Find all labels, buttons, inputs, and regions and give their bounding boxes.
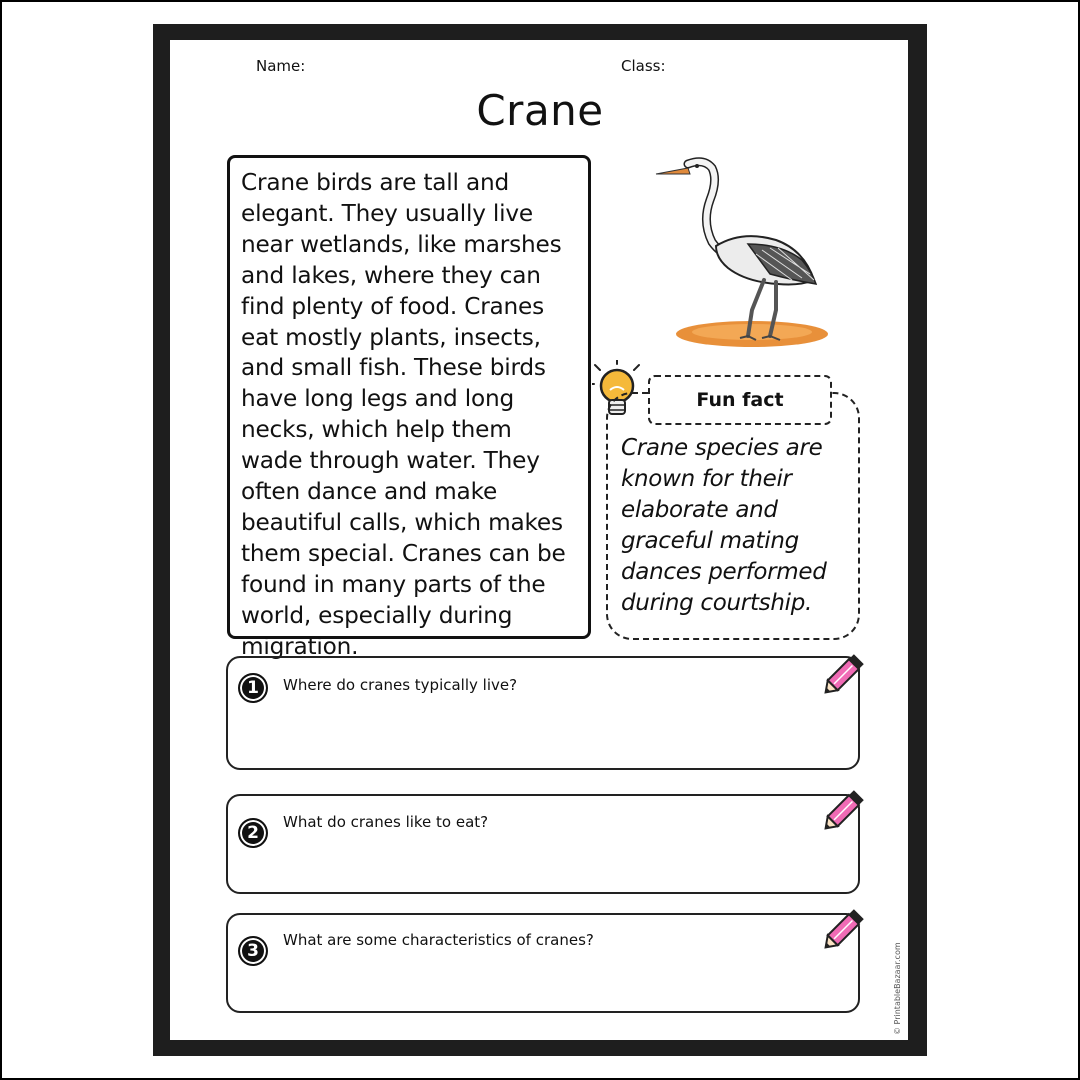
question-number-2: 2 (238, 818, 268, 848)
watermark: © PrintableBazaar.com (893, 942, 902, 1035)
question-number-1: 1 (238, 673, 268, 703)
pencil-icon (818, 903, 870, 955)
crane-bird-icon (652, 150, 842, 354)
question-3-text: What are some characteristics of cranes? (283, 931, 594, 949)
page-title: Crane (476, 86, 604, 135)
reading-passage: Crane birds are tall and elegant. They usually live near wetlands, like marshes and lakes, where they can find plenty of food. Cranes eat mostly plants, insects, and small fish. These birds have long legs and long necks, which help them wade through water. They often dance and make beautiful calls, which makes them special. Cranes can be found in many parts of the world, especially during migration. (227, 155, 591, 639)
answer-box-3[interactable] (226, 913, 860, 1013)
name-label: Name: (256, 57, 306, 75)
question-number-3: 3 (238, 936, 268, 966)
pencil-icon (818, 784, 870, 836)
fun-fact-text: Crane species are known for their elaborate and graceful mating dances performed during courtship. (621, 435, 827, 616)
fun-fact-heading: Fun fact (648, 375, 832, 425)
class-label: Class: (621, 57, 666, 75)
question-1-text: Where do cranes typically live? (283, 676, 518, 694)
answer-box-1[interactable] (226, 656, 860, 770)
question-2-text: What do cranes like to eat? (283, 813, 489, 831)
pencil-icon (818, 648, 870, 700)
answer-box-2[interactable] (226, 794, 860, 894)
